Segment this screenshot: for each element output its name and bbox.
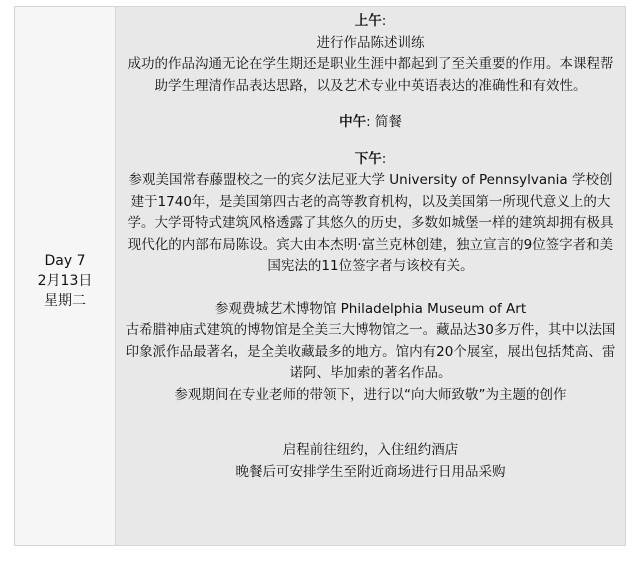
noon-title-suffix: : 简餐: [366, 114, 402, 130]
day-cell: [15, 7, 116, 545]
afternoon-heading: [124, 149, 617, 171]
evening-shopping: 晚餐后可安排学生至附近商场进行日用品采购: [235, 463, 506, 480]
spacer: [124, 406, 617, 440]
museum-title: 参观费城艺术博物馆 Philadelphia Museum of Art: [214, 300, 527, 317]
spacer: [124, 134, 617, 149]
museum-activity: 参观期间在专业老师的带领下，进行以“向大师致敬”为主题的创作: [174, 386, 567, 403]
morning-subtitle: 进行作品陈述训练: [316, 34, 425, 51]
morning-heading: [124, 11, 617, 33]
itinerary-day-row: [14, 6, 626, 546]
noon-heading: [124, 112, 617, 134]
spacer: [124, 97, 617, 112]
spacer: [124, 278, 617, 299]
museum-description: 古希腊神庙式建筑的博物馆是全美三大博物馆之一。藏品达30多万件，其中以法国印象派作品最著名，是全美收藏最多的地方。馆内有20个展室，展出包括梵高、雷诺阿、毕加索的著名作品。: [125, 322, 616, 381]
upenn-description: 参观美国常春藤盟校之一的宾夕法尼亚大学 University of Pennsylvania 学校创建于1740年，是美国第四古老的高等教育机构，以及美国第一所现代意义上的大学。大学哥特式建筑风格透露了其悠久的历史，多数如城堡一样的建筑却拥有极具现代化的内部布局陈设。宾大由本杰明·富兰克林创建，独立宣言的9位签字者和美国宪法的11位签字者与该校有关。: [127, 172, 614, 274]
morning-title-suffix: :: [381, 13, 387, 29]
day-date: 2月13日: [37, 273, 93, 289]
morning-description: 成功的作品沟通无论在学生期还是职业生涯中都起到了至关重要的作用。本课程帮助学生理清作品表达思路，以及艺术专业中英语表达的准确性和有效性。: [127, 56, 614, 94]
day-label: Day 7: [44, 253, 86, 269]
day-weekday: 星期二: [44, 293, 86, 309]
schedule-content: [116, 7, 625, 545]
afternoon-title: 下午: [354, 150, 382, 167]
morning-title: 上午: [354, 13, 382, 29]
evening-departure: 启程前往纽约，入住纽约酒店: [282, 442, 459, 458]
afternoon-title-suffix: :: [381, 150, 387, 167]
noon-title: 中午: [339, 114, 367, 130]
